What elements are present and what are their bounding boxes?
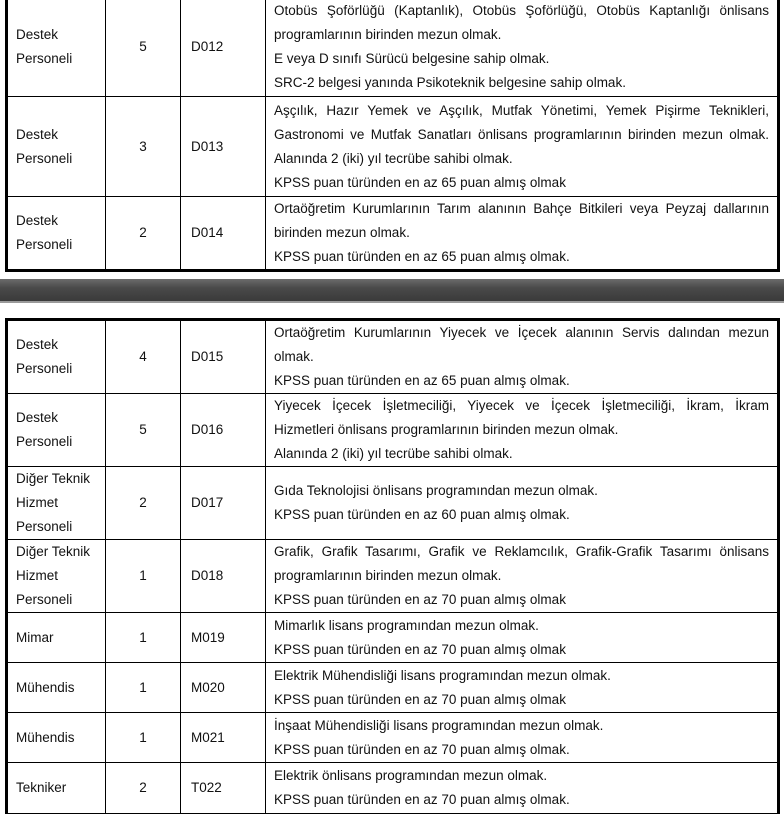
position-count-cell: 3	[106, 97, 181, 197]
position-count-cell: 1	[106, 663, 181, 713]
qualifications-cell	[266, 197, 779, 271]
table-row	[7, 97, 779, 197]
qualification-line: Elektrik önlisans programından mezun olmak.	[274, 768, 548, 783]
qualification-line: Ortaöğretim Kurumlarının Yiyecek ve İçecek alanının Servis dalından mezun olmak.	[274, 325, 769, 364]
qualifications-cell	[266, 0, 779, 97]
page-separator-band	[0, 279, 784, 301]
position-title-cell: Destek Personeli	[7, 0, 106, 97]
qualifications-cell	[266, 713, 779, 763]
position-count-cell: 1	[106, 613, 181, 663]
position-code-cell: D013	[181, 97, 266, 197]
qualification-line: Ortaöğretim Kurumlarının Tarım alanının Bahçe Bitkileri veya Peyzaj dallarının birinden mezun olmak.	[274, 201, 769, 240]
table-row	[7, 663, 779, 713]
qualifications-cell	[266, 467, 779, 540]
qualification-line: KPSS puan türünden en az 70 puan almış olmak.	[274, 792, 570, 807]
qualification-line: Aşçılık, Hazır Yemek ve Aşçılık, Mutfak Yönetimi, Yemek Pişirme Teknikleri, Gastronomi ve Mutfak Sanatları önlisans programlarının birinden mezun olmak. Alanında 2 (iki) yıl tecrübe sahibi olmak.	[274, 102, 769, 166]
qualifications-cell	[266, 763, 779, 814]
qualification-line: Elektrik Mühendisliği lisans programından mezun olmak.	[274, 667, 611, 683]
table-row	[7, 394, 779, 467]
table-row	[7, 613, 779, 663]
position-title-cell: Diğer Teknik Hizmet Personeli	[7, 467, 106, 540]
table-row	[7, 467, 779, 540]
position-title-cell: Destek Personeli	[7, 197, 106, 271]
qualifications-cell	[266, 394, 779, 467]
table-body-bottom	[7, 320, 779, 814]
qualification-line: KPSS puan türünden en az 60 puan almış olmak.	[274, 507, 570, 522]
position-code-cell: D012	[181, 0, 266, 97]
positions-table-top	[5, 0, 780, 272]
position-code-cell: M019	[181, 613, 266, 663]
table-row	[7, 320, 779, 394]
position-title-cell: Mühendis	[7, 663, 106, 713]
qualification-line: KPSS puan türünden en az 65 puan almış olmak.	[274, 249, 570, 264]
qualification-line: KPSS puan türünden en az 65 puan almış olmak.	[274, 373, 570, 388]
qualification-line: KPSS puan türünden en az 65 puan almış olmak	[274, 174, 566, 190]
qualification-line: KPSS puan türünden en az 70 puan almış olmak	[274, 641, 566, 657]
qualifications-cell	[266, 97, 779, 197]
position-title-cell: Destek Personeli	[7, 97, 106, 197]
position-code-cell: D017	[181, 467, 266, 540]
table-row	[7, 197, 779, 271]
position-count-cell: 2	[106, 763, 181, 814]
table-row	[7, 540, 779, 613]
qualification-line: İnşaat Mühendisliği lisans programından mezun olmak.	[274, 717, 604, 733]
position-count-cell: 1	[106, 540, 181, 613]
position-count-cell: 4	[106, 320, 181, 394]
table-row	[7, 0, 779, 97]
qualification-line: Yiyecek İçecek İşletmeciliği, Yiyecek ve İçecek İşletmeciliği, İkram, İkram Hizmetleri önlisans programlarının birinden mezun olmak.	[274, 398, 769, 437]
qualifications-cell	[266, 320, 779, 394]
qualification-line: SRC-2 belgesi yanında Psikoteknik belgesine sahip olmak.	[274, 75, 626, 90]
qualification-line: Alanında 2 (iki) yıl tecrübe sahibi olmak.	[274, 446, 513, 461]
position-code-cell: D018	[181, 540, 266, 613]
position-title-cell: Diğer Teknik Hizmet Personeli	[7, 540, 106, 613]
position-code-cell: D016	[181, 394, 266, 467]
position-title-cell: Destek Personeli	[7, 394, 106, 467]
position-count-cell: 5	[106, 0, 181, 97]
positions-table-bottom	[5, 318, 780, 814]
position-count-cell: 2	[106, 197, 181, 271]
page-separator-edge	[0, 301, 784, 303]
qualification-line: KPSS puan türünden en az 70 puan almış olmak.	[274, 741, 570, 757]
qualification-line: KPSS puan türünden en az 70 puan almış olmak	[274, 691, 566, 707]
position-count-cell: 2	[106, 467, 181, 540]
qualification-line: KPSS puan türünden en az 70 puan almış olmak	[274, 592, 566, 607]
qualifications-cell	[266, 540, 779, 613]
position-code-cell: D015	[181, 320, 266, 394]
qualifications-cell	[266, 663, 779, 713]
table-row	[7, 713, 779, 763]
position-count-cell: 1	[106, 713, 181, 763]
table-row	[7, 763, 779, 814]
table-body-top	[7, 0, 779, 271]
qualification-line: Grafik, Grafik Tasarımı, Grafik ve Reklamcılık, Grafik-Grafik Tasarımı önlisans programlarının birinden mezun olmak.	[274, 544, 769, 583]
position-title-cell: Mimar	[7, 613, 106, 663]
qualification-line: Gıda Teknolojisi önlisans programından mezun olmak.	[274, 483, 598, 498]
qualification-line: E veya D sınıfı Sürücü belgesine sahip olmak.	[274, 51, 550, 66]
position-code-cell: D014	[181, 197, 266, 271]
position-title-cell: Destek Personeli	[7, 320, 106, 394]
qualifications-cell	[266, 613, 779, 663]
qualification-line: Mimarlık lisans programından mezun olmak.	[274, 617, 539, 633]
position-count-cell: 5	[106, 394, 181, 467]
position-title-cell: Mühendis	[7, 713, 106, 763]
position-code-cell: M021	[181, 713, 266, 763]
position-code-cell: M020	[181, 663, 266, 713]
position-code-cell: T022	[181, 763, 266, 814]
position-title-cell: Tekniker	[7, 763, 106, 814]
qualification-line: Otobüs Şoförlüğü (Kaptanlık), Otobüs Şoförlüğü, Otobüs Kaptanlığı önlisans programlarının birinden mezun olmak.	[274, 3, 769, 42]
